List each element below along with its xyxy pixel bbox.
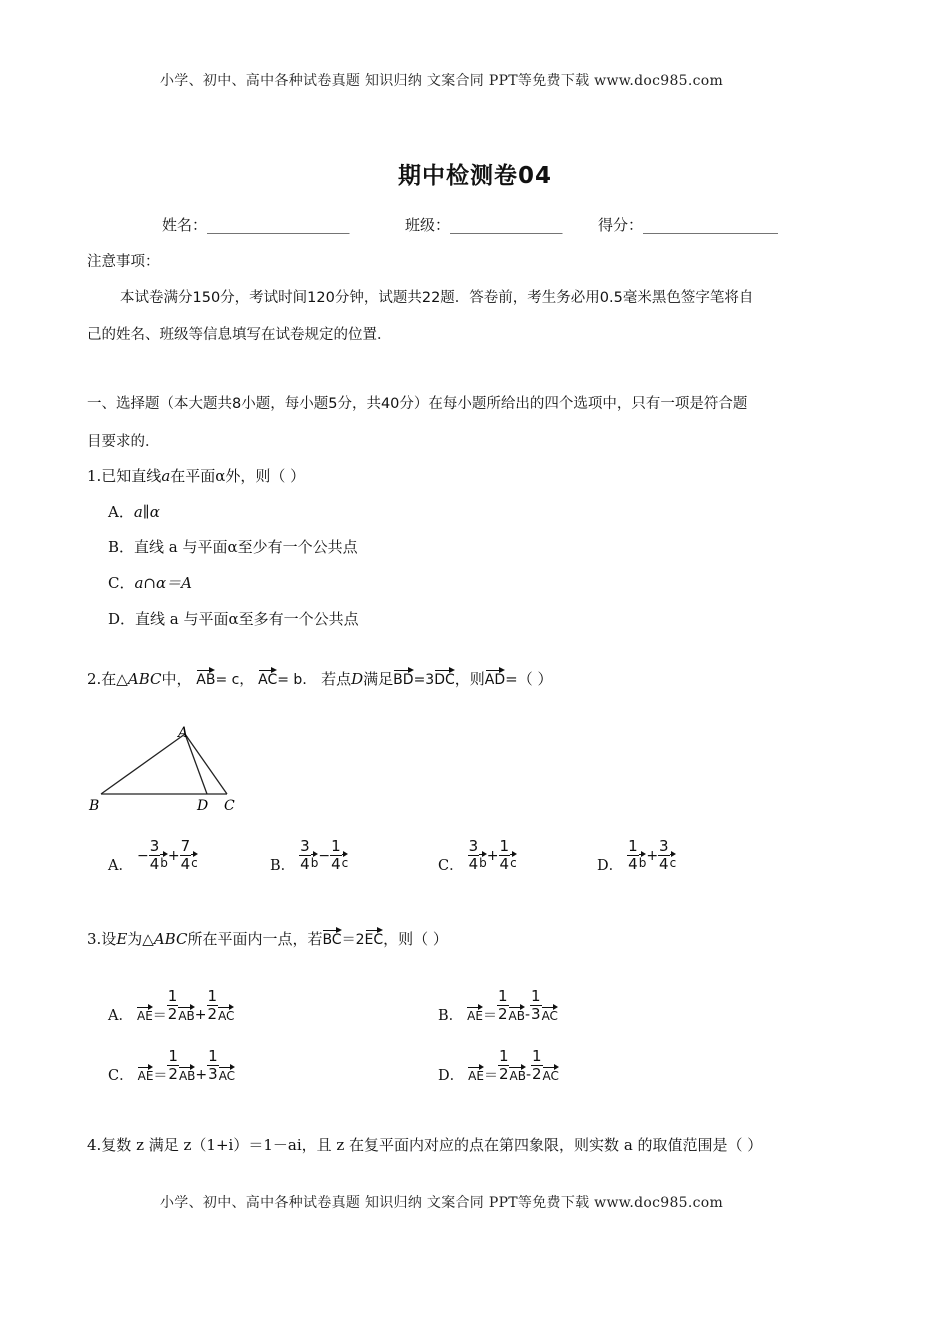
edge-ac bbox=[185, 734, 227, 794]
vector-bd: BD bbox=[393, 668, 413, 688]
label-b: B bbox=[89, 798, 100, 814]
question-1-stem: 1.已知直线a在平面α外，则（ ） bbox=[87, 467, 306, 485]
section-heading-line-1: 一、选择题（本大题共8小题，每小题5分，共40分）在每小题所给出的四个选项中，只有一项是符合题 bbox=[87, 396, 748, 412]
question-4-stem: 4.复数 z 满足 z（1+i）＝1－ai，且 z 在复平面内对应的点在第四象限，则实数 a 的取值范围是（ ） bbox=[87, 1136, 763, 1154]
question-3-stem: 3.设E为△ABC所在平面内一点，若BC＝2EC，则（ ） bbox=[87, 930, 448, 948]
section-heading-line-2: 目要求的． bbox=[87, 434, 160, 450]
triangle-figure bbox=[85, 722, 255, 817]
question-1-option-b: B．直线 a 与平面α至少有一个公共点 bbox=[108, 538, 358, 556]
question-1-option-a: A．a∥α bbox=[108, 503, 160, 521]
label-d: D bbox=[197, 798, 209, 814]
question-1-option-c: C．a∩α＝A bbox=[108, 574, 192, 592]
question-3-option-a: A． AE ＝ $\frac{1}{2}$ AB + $\frac{1}{2}$ AC bbox=[108, 987, 235, 1024]
score-field: 得分：__________________ bbox=[598, 216, 779, 234]
question-3-option-d: D． AE ＝ $\frac{1}{2}$ AB - $\frac{1}{2}$ AC bbox=[438, 1047, 559, 1084]
class-field: 班级：_______________ bbox=[405, 216, 563, 234]
label-c: C bbox=[224, 798, 235, 814]
page-header: 小学、初中、高中各种试卷真题 知识归纳 文案合同 PPT等免费下载 www.doc985.com bbox=[160, 73, 724, 89]
question-2-option-d: D． $\frac{1}{4}$ b + $\frac{3}{4}$ c bbox=[597, 837, 677, 874]
question-1-option-d: D．直线 a 与平面α至多有一个公共点 bbox=[108, 610, 359, 628]
name-field: 姓名：___________________ bbox=[162, 216, 350, 234]
vector-ec: EC bbox=[365, 928, 384, 948]
vector-ad: AD bbox=[485, 668, 505, 688]
vector-ab: AB bbox=[196, 668, 215, 688]
question-2-option-c: C． $\frac{3}{4}$ b + $\frac{1}{4}$ c bbox=[438, 837, 517, 874]
vector-dc: DC bbox=[434, 668, 455, 688]
page-title: 期中检测卷04 bbox=[397, 163, 552, 189]
edge-ab bbox=[101, 734, 185, 794]
question-2-stem: 2.在△ABC中， AB= c， AC= b． 若点D满足BD=3DC，则AD=（ ） bbox=[87, 670, 553, 688]
page-footer: 小学、初中、高中各种试卷真题 知识归纳 文案合同 PPT等免费下载 www.doc985.com bbox=[160, 1195, 724, 1211]
question-3-option-b: B． AE ＝ $\frac{1}{2}$ AB - $\frac{1}{3}$ AC bbox=[438, 987, 558, 1024]
question-2-option-a: A． − $\frac{3}{4}$ b + $\frac{7}{4}$ c bbox=[108, 837, 198, 874]
question-2-option-b: B． $\frac{3}{4}$ b − $\frac{1}{4}$ c bbox=[270, 837, 349, 874]
notice-line-1: 本试卷满分150分，考试时间120分钟，试题共22题．答卷前，考生务必用0.5毫米黑色签字笔将自 bbox=[120, 290, 754, 306]
vector-ac: AC bbox=[258, 668, 277, 688]
label-a: A bbox=[178, 725, 189, 741]
edge-ad bbox=[185, 734, 207, 794]
vector-bc: BC bbox=[322, 928, 341, 948]
notice-heading: 注意事项： bbox=[87, 254, 160, 270]
question-3-option-c: C． AE ＝ $\frac{1}{2}$ AB + $\frac{1}{3}$ AC bbox=[108, 1047, 236, 1084]
notice-line-2: 己的姓名、班级等信息填写在试卷规定的位置． bbox=[87, 327, 392, 343]
